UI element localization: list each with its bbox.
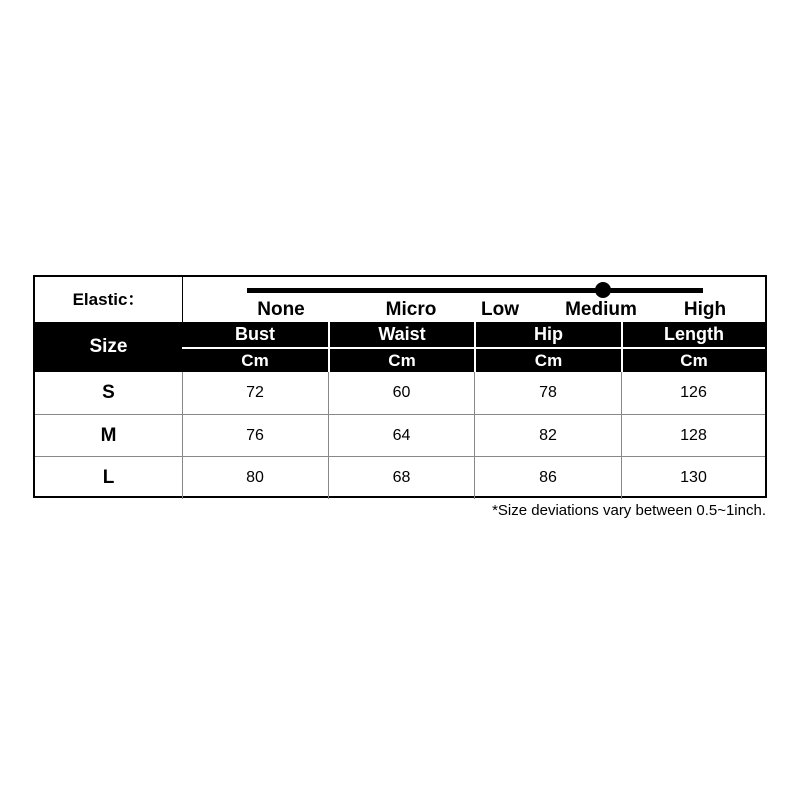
size-cell: S bbox=[35, 372, 183, 414]
elastic-level-medium: Medium bbox=[565, 299, 637, 320]
column-unit: Cm bbox=[623, 347, 765, 372]
length-cell: 130 bbox=[621, 457, 765, 499]
column-header-length bbox=[621, 322, 765, 372]
length-cell: 126 bbox=[621, 372, 765, 414]
elastic-label: Elastic： bbox=[35, 277, 183, 322]
elastic-scale-line bbox=[247, 288, 703, 293]
table-row bbox=[35, 414, 765, 457]
size-cell: L bbox=[35, 457, 183, 499]
table-header bbox=[35, 322, 765, 372]
column-name: Hip bbox=[534, 324, 563, 344]
waist-cell: 60 bbox=[328, 372, 474, 414]
table-row bbox=[35, 372, 765, 414]
bust-cell: 72 bbox=[246, 384, 264, 401]
column-name: Length bbox=[664, 324, 724, 344]
hip-cell: 82 bbox=[474, 415, 621, 457]
size-column-header: Size bbox=[89, 336, 128, 357]
elastic-scale bbox=[183, 277, 765, 322]
bust-cell: 76 bbox=[246, 427, 264, 444]
column-name: Waist bbox=[378, 324, 426, 344]
waist-cell: 64 bbox=[328, 415, 474, 457]
size-chart bbox=[33, 275, 767, 498]
column-unit: Cm bbox=[330, 347, 474, 372]
size-deviation-note: *Size deviations vary between 0.5~1inch. bbox=[492, 502, 766, 519]
elastic-level-micro: Micro bbox=[385, 299, 437, 320]
column-header-bust bbox=[182, 322, 328, 372]
elastic-row bbox=[35, 277, 765, 323]
bust-cell: 80 bbox=[246, 469, 264, 486]
elastic-level-high: High bbox=[683, 299, 727, 320]
column-header-waist bbox=[328, 322, 474, 372]
column-unit: Cm bbox=[182, 347, 328, 372]
elastic-level-none: None bbox=[257, 299, 305, 320]
column-name: Bust bbox=[235, 324, 275, 344]
column-header-hip bbox=[474, 322, 621, 372]
elastic-level-low: Low bbox=[481, 299, 519, 320]
hip-cell: 86 bbox=[474, 457, 621, 499]
length-cell: 128 bbox=[621, 415, 765, 457]
table-row bbox=[35, 456, 765, 499]
hip-cell: 78 bbox=[474, 372, 621, 414]
waist-cell: 68 bbox=[328, 457, 474, 499]
elastic-selected-marker bbox=[595, 282, 611, 298]
column-unit: Cm bbox=[476, 347, 621, 372]
size-cell: M bbox=[35, 415, 183, 457]
